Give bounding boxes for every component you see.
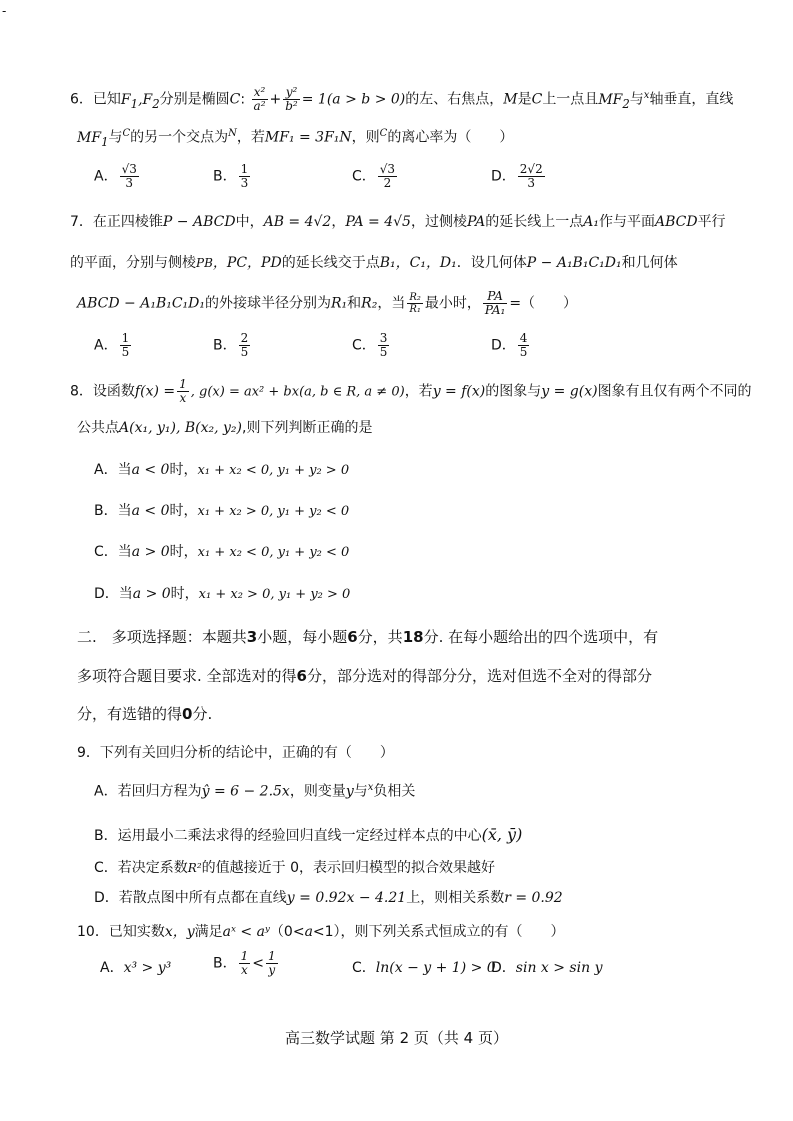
q7-option-a: A． $\frac{1}{5}$ bbox=[94, 331, 130, 360]
q7-option-b: B． $\frac{2}{5}$ bbox=[213, 331, 249, 360]
q6-option-b: B． $\frac{1}{3}$ bbox=[213, 162, 249, 191]
q7-line3: ABCD − A₁B₁C₁D₁的外接球半径分别为R₁和R₂，当 $\frac{\text{R₂}}{\text{R₁}}$ 最小时， $\frac{PA}{\text{PA₁}}$ =（ ） bbox=[77, 289, 578, 318]
q10-option-c: C．ln(x − y + 1) > 0 bbox=[352, 960, 496, 976]
q7-line1: 7．在正四棱锥P − ABCD中，AB = 4√2，PA = 4√5，过侧棱PA的延长线上一点A₁作与平面ABCD平行 bbox=[70, 214, 726, 230]
q7-option-d: D． $\frac{4}{5}$ bbox=[491, 331, 528, 360]
q7-option-c: C． $\frac{3}{5}$ bbox=[352, 331, 388, 360]
section2-line3: 分，有选错的得0分. bbox=[77, 705, 213, 723]
q7-line2: 的平面，分别与侧棱PB，PC，PD的延长线交于点B₁，C₁，D₁．设几何体P − A₁B₁C₁D₁和几何体 bbox=[70, 255, 678, 271]
q6-line2: $MF_1$与$^C$的另一个交点为$^N$，若MF₁ = 3F₁N，则$^C$的离心率为（ ） bbox=[77, 128, 514, 149]
q10-option-d: D．sin x > sin y bbox=[491, 960, 603, 976]
q10-stem: 10．已知实数x，y满足aˣ < aʸ（0<a<1），则下列关系式恒成立的有（ ） bbox=[77, 924, 565, 940]
q10-option-a: A．x³ > y³ bbox=[100, 960, 172, 976]
q8-line2: 公共点A(x₁, y₁), B(x₂, y₂),则下列判断正确的是 bbox=[77, 420, 373, 436]
page-footer: 高三数学试题 第 2 页（共 4 页） bbox=[285, 1029, 508, 1047]
q6-option-c: C． $\frac{√3}{2}$ bbox=[352, 162, 396, 191]
q8-option-c: C．当a > 0时，x₁ + x₂ < 0, y₁ + y₂ < 0 bbox=[94, 544, 350, 560]
q8-line1: 8．设函数f(x) = $\frac{1}{x}$ , g(x) = ax² + bx(a, b ∈ R, a ≠ 0)，若y = f(x)的图象与y = g(x)图象有且仅有两个不同的 bbox=[70, 377, 752, 406]
q9-option-c: C．若决定系数R²的值越接近于 0，表示回归模型的拟合效果越好 bbox=[94, 860, 495, 876]
section2-line1: 二. 多项选择题：本题共3小题，每小题6分，共18分. 在每小题给出的四个选项中，有 bbox=[77, 628, 659, 646]
q8-option-a: A．当a < 0时，x₁ + x₂ < 0, y₁ + y₂ > 0 bbox=[94, 462, 350, 478]
q8-option-d: D．当a > 0时，x₁ + x₂ > 0, y₁ + y₂ > 0 bbox=[94, 586, 351, 602]
q9-option-d: D．若散点图中所有点都在直线y = 0.92x − 4.21上，则相关系数r = 0.92 bbox=[94, 890, 563, 906]
q9-option-a: A．若回归方程为ŷ = 6 − 2.5x，则变量y与$^x$负相关 bbox=[94, 782, 416, 800]
corner-mark: - bbox=[2, 4, 7, 18]
q6-line1: 6．已知$F_1,F_2$分别是椭圆C: $\frac{\text{x²}}{\text{a²}}$ + $\frac{\text{y²}}{\text{b²}}$ = 1(a > b > 0)的左、右焦点，M是C上一点且$MF_2$与$^x$轴垂直，直线 bbox=[70, 85, 734, 114]
q10-option-b: B． $\frac{1}{x}$ < $\frac{1}{y}$ bbox=[213, 949, 276, 978]
q8-option-b: B．当a < 0时，x₁ + x₂ > 0, y₁ + y₂ < 0 bbox=[94, 503, 350, 519]
q6-option-d: D． $\frac{2√2}{3}$ bbox=[491, 162, 543, 191]
section2-line2: 多项符合题目要求. 全部选对的得6分，部分选对的得部分分，选对但选不全对的得部分 bbox=[77, 667, 652, 685]
q6-option-a: A． $\frac{√3}{3}$ bbox=[94, 162, 137, 191]
q9-option-b: B．运用最小二乘法求得的经验回归直线一定经过样本点的中心(x̄, ȳ) bbox=[94, 825, 523, 844]
q9-stem: 9．下列有关回归分析的结论中，正确的有（ ） bbox=[77, 745, 394, 761]
